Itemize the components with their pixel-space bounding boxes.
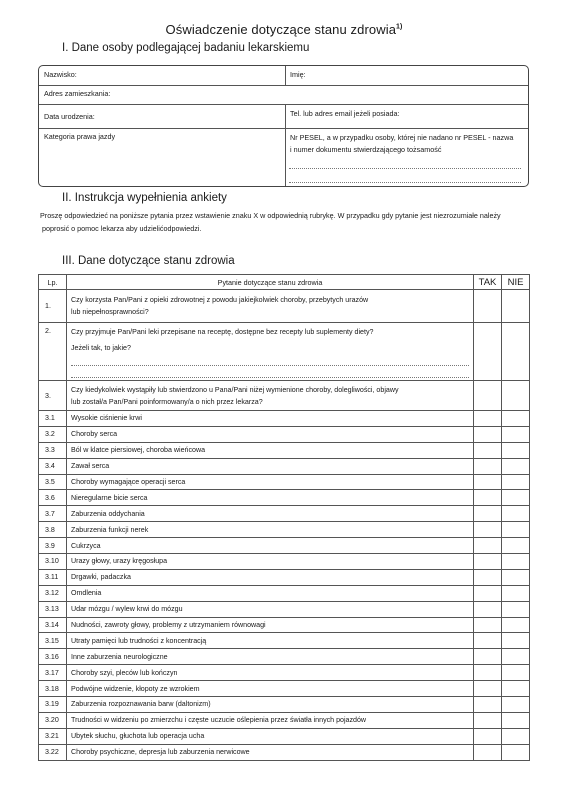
yes-checkbox[interactable] [474,411,502,427]
row-number: 3.17 [39,665,67,681]
surname-label: Nazwisko: [44,70,77,79]
no-checkbox[interactable] [502,290,530,323]
table-row [39,458,530,474]
question-text: Podwójne widzenie, kłopoty ze wzrokiem [67,681,474,697]
surname-field[interactable] [39,66,285,85]
yes-checkbox[interactable] [474,522,502,538]
question-text: Jeżeli tak, to jakie? [71,344,131,352]
pesel-label-line1: Nr PESEL, a w przypadku osoby, której nie nadano nr PESEL - nazwa [290,133,514,142]
license-category-label: Kategoria prawa jazdy [44,132,116,141]
question-text: Choroby psychiczne, depresja lub zaburzenia nerwicowe [67,744,474,760]
pesel-label-line2: i numer dokumentu stwierdzającego tożsamość [290,145,442,154]
birth-date-label: Data urodzenia: [44,112,95,121]
question-text: Omdlenia [67,585,474,601]
question-cell [67,290,474,323]
first-name-label: Imię: [290,70,306,79]
row-number: 1. [39,290,67,323]
question-text: Ból w klatce piersiowej, choroba wieńcowa [67,442,474,458]
no-checkbox[interactable] [502,381,530,411]
question-text: Zaburzenia rozpoznawania barw (daltonizm) [67,697,474,713]
header-no: NIE [502,275,530,290]
yes-checkbox[interactable] [474,290,502,323]
row-number: 3.9 [39,538,67,554]
table-row [39,712,530,728]
row-number: 3.19 [39,697,67,713]
question-cell [67,381,474,411]
birth-date-field[interactable] [39,104,285,128]
first-name-field[interactable] [285,66,529,85]
no-checkbox[interactable] [502,458,530,474]
row-number: 3.15 [39,633,67,649]
table-header-row [39,275,530,290]
yes-checkbox[interactable] [474,323,502,381]
header-lp: Lp. [39,275,67,290]
row-number: 3.8 [39,522,67,538]
table-row [39,426,530,442]
question-text: Nieregularne bicie serca [67,490,474,506]
row-number: 3.7 [39,506,67,522]
contact-field[interactable] [285,104,529,128]
row-number: 3.20 [39,712,67,728]
section1-heading: I. Dane osoby podlegającej badaniu lekarskiemu [62,42,310,54]
question-cell [67,323,474,381]
yes-checkbox[interactable] [474,442,502,458]
question-text: Choroby serca [67,426,474,442]
yes-checkbox[interactable] [474,712,502,728]
table-row [39,490,530,506]
pesel-dotted-line [289,182,521,183]
row-number: 3.11 [39,569,67,585]
yes-checkbox[interactable] [474,633,502,649]
no-checkbox[interactable] [502,601,530,617]
table-row [39,633,530,649]
yes-checkbox[interactable] [474,665,502,681]
table-row [39,522,530,538]
contact-label: Tel. lub adres email jeżeli posiada: [290,109,400,118]
question-text: Ubytek słuchu, głuchota lub operacja ucha [67,728,474,744]
no-checkbox[interactable] [502,538,530,554]
row-number: 3.21 [39,728,67,744]
no-checkbox[interactable] [502,426,530,442]
question-text: Czy kiedykolwiek wystąpiły lub stwierdzono u Pana/Pani niżej wymienione choroby, dolegliwości, objawy [71,385,399,394]
question-text: Inne zaburzenia neurologiczne [67,649,474,665]
yes-checkbox[interactable] [474,381,502,411]
header-yes: TAK [474,275,502,290]
no-checkbox[interactable] [502,569,530,585]
row-number: 3.16 [39,649,67,665]
header-question: Pytanie dotyczące stanu zdrowia [67,275,474,290]
yes-checkbox[interactable] [474,681,502,697]
license-category-field[interactable] [39,128,285,187]
answer-dotted-line[interactable] [71,368,469,378]
question-text: Czy korzysta Pan/Pani z opieki zdrowotnej z powodu jakiejkolwiek choroby, przebytych urazów [71,296,369,304]
yes-checkbox[interactable] [474,554,502,570]
yes-checkbox[interactable] [474,601,502,617]
row-number: 3.3 [39,442,67,458]
yes-checkbox[interactable] [474,744,502,760]
personal-data-box [38,65,529,187]
table-row [39,617,530,633]
row-number: 3.14 [39,617,67,633]
no-checkbox[interactable] [502,728,530,744]
yes-checkbox[interactable] [474,697,502,713]
no-checkbox[interactable] [502,697,530,713]
no-checkbox[interactable] [502,323,530,381]
row-number: 3.5 [39,474,67,490]
row-number: 3.4 [39,458,67,474]
table-row [39,585,530,601]
table-row [39,728,530,744]
yes-checkbox[interactable] [474,506,502,522]
question-text: Urazy głowy, urazy kręgosłupa [67,554,474,570]
yes-checkbox[interactable] [474,617,502,633]
question-text: Choroby szyi, pleców lub kończyn [67,665,474,681]
question-text: Drgawki, padaczka [67,569,474,585]
question-text: Czy przyjmuje Pan/Pani leki przepisane na receptę, dostępne bez recepty lub suplementy diety? [71,328,374,336]
row-number: 2. [39,323,67,381]
yes-checkbox[interactable] [474,458,502,474]
question-text: Choroby wymagające operacji serca [67,474,474,490]
row-number: 3.2 [39,426,67,442]
row-number: 3.12 [39,585,67,601]
row-address [39,85,528,105]
yes-checkbox[interactable] [474,569,502,585]
no-checkbox[interactable] [502,490,530,506]
pesel-dotted-line [289,168,521,169]
instructions-line1: Proszę odpowiedzieć na poniższe pytania przez wstawienie znaku X w odpowiednią rubrykę. W przypadku gdy pytanie jest niezrozumiałe należy [40,211,501,220]
no-checkbox[interactable] [502,633,530,649]
no-checkbox[interactable] [502,474,530,490]
footnote-marker: 1) [396,23,403,31]
question-text: Cukrzyca [67,538,474,554]
health-questionnaire-table [38,274,530,761]
row-number: 3.18 [39,681,67,697]
table-row [39,649,530,665]
yes-checkbox[interactable] [474,538,502,554]
table-row [39,506,530,522]
row-license [39,128,528,187]
instructions-text [40,209,535,235]
row-number: 3. [39,381,67,411]
row-number: 3.10 [39,554,67,570]
table-row [39,665,530,681]
question-text: lub niepełnosprawności? [71,308,149,316]
table-row [39,290,530,323]
question-text: Zaburzenia oddychania [67,506,474,522]
no-checkbox[interactable] [502,744,530,760]
question-text: Udar mózgu / wylew krwi do mózgu [67,601,474,617]
no-checkbox[interactable] [502,442,530,458]
pesel-field[interactable] [285,128,529,187]
question-text: Trudności w widzeniu po zmierzchu i częste uczucie oślepienia przez światła innych pojazdów [67,712,474,728]
question-text: Nudności, zawroty głowy, problemy z utrzymaniem równowagi [67,617,474,633]
yes-checkbox[interactable] [474,649,502,665]
table-row [39,381,530,411]
row-number: 3.1 [39,411,67,427]
no-checkbox[interactable] [502,665,530,681]
yes-checkbox[interactable] [474,490,502,506]
answer-dotted-line[interactable] [71,356,469,366]
yes-checkbox[interactable] [474,728,502,744]
row-number: 3.13 [39,601,67,617]
question-text: Wysokie ciśnienie krwi [67,411,474,427]
table-row [39,601,530,617]
question-text: Zaburzenia funkcji nerek [67,522,474,538]
form-title-text: Oświadczenie dotyczące stanu zdrowia [165,22,397,37]
question-text: Zawał serca [67,458,474,474]
row-number: 3.6 [39,490,67,506]
no-checkbox[interactable] [502,554,530,570]
no-checkbox[interactable] [502,506,530,522]
table-row [39,411,530,427]
section3-heading: III. Dane dotyczące stanu zdrowia [62,255,235,267]
no-checkbox[interactable] [502,585,530,601]
table-row [39,442,530,458]
table-row [39,681,530,697]
row-name [39,66,528,86]
row-birth [39,104,528,129]
no-checkbox[interactable] [502,522,530,538]
yes-checkbox[interactable] [474,585,502,601]
no-checkbox[interactable] [502,411,530,427]
yes-checkbox[interactable] [474,426,502,442]
address-field[interactable] [39,85,529,104]
instructions-line2: poprosić o pomoc lekarza aby udzielićodpowiedzi. [42,224,202,233]
no-checkbox[interactable] [502,617,530,633]
yes-checkbox[interactable] [474,474,502,490]
table-row [39,323,530,381]
table-row [39,538,530,554]
section2-heading: II. Instrukcja wypełnienia ankiety [62,192,227,204]
question-text: lub został/a Pan/Pani poinformowany/a o nich przez lekarza? [71,397,263,406]
table-row [39,554,530,570]
table-row [39,474,530,490]
table-row [39,697,530,713]
form-title [0,22,568,37]
address-label: Adres zamieszkania: [44,89,111,98]
no-checkbox[interactable] [502,712,530,728]
no-checkbox[interactable] [502,649,530,665]
row-number: 3.22 [39,744,67,760]
question-text: Utraty pamięci lub trudności z koncentracją [67,633,474,649]
table-row [39,569,530,585]
no-checkbox[interactable] [502,681,530,697]
table-row [39,744,530,760]
